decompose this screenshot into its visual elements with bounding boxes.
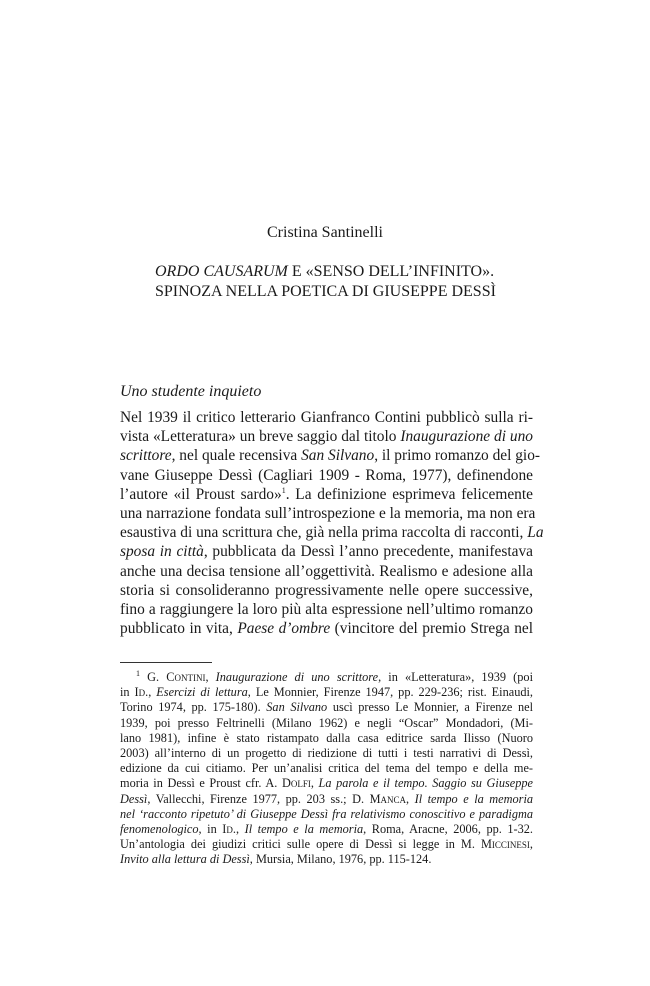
- text-run: ,: [148, 685, 157, 700]
- footnote-marker: 1: [136, 668, 140, 678]
- body-line: [120, 466, 533, 485]
- body-line: [120, 446, 541, 465]
- footnote-rule: [120, 662, 212, 663]
- text-run: moria in Dessì e Proust cfr. A.: [120, 776, 282, 791]
- text-run: . La definizione esprimeva felicemente: [285, 485, 533, 503]
- italic-run: San Silvano: [301, 447, 375, 465]
- footnote-line: [120, 716, 533, 731]
- text-run: storia si consolideranno progressivamente nelle opere successive,: [120, 581, 533, 599]
- italic-run: Esercizi di lettura: [156, 685, 248, 700]
- footnote-line: [120, 685, 533, 700]
- text-run: ,: [205, 670, 216, 684]
- italic-run: Dessì: [120, 791, 148, 806]
- text-run: 1939, poi presso Feltrinelli (Milano 1962) e negli “Oscar” Mondadori, (Mi-: [120, 715, 533, 730]
- body-line: [120, 504, 536, 523]
- footnote-line: [120, 837, 533, 852]
- footnote-line: [120, 807, 533, 822]
- footnote: [120, 670, 533, 868]
- body-line: [120, 562, 533, 581]
- italic-run: La: [527, 524, 544, 542]
- text-run: 2003) all’interno di un progetto di riedizione di tutti i testi narrativi di Dessì,: [120, 746, 533, 761]
- italic-run: Inaugurazione di uno scrittore: [215, 670, 379, 684]
- italic-run: Invito alla lettura di Dessì: [120, 852, 250, 867]
- text-run: , nel quale recensiva: [171, 447, 302, 465]
- body-line: [120, 427, 533, 446]
- body-line: [120, 581, 533, 600]
- footnote-line: [120, 670, 533, 685]
- footnote-line: [120, 776, 533, 791]
- footnote-line: [120, 792, 533, 807]
- section-title: Uno studente inquieto: [120, 383, 262, 400]
- small-caps-name: Miccinesi: [480, 837, 530, 852]
- text-run: edizione da cui citiamo. Per un’analisi critica del tema del tempo e della me-: [120, 761, 533, 776]
- footnote-line: [120, 731, 533, 746]
- italic-run: San Silvano: [266, 700, 328, 715]
- footnote-line: [120, 746, 533, 761]
- body-line: [120, 408, 533, 427]
- italic-run: sposa in città: [120, 543, 204, 561]
- italic-run: La parola e il tempo. Saggio su Giuseppe: [318, 776, 533, 791]
- italic-run: fenomenologico: [120, 822, 199, 837]
- italic-run: Il tempo e la memoria: [244, 822, 364, 837]
- footnote-marker: 1: [281, 485, 286, 495]
- footnote-line: [120, 761, 533, 776]
- body-line: [120, 485, 533, 504]
- text-run: , il primo romanzo del gio-: [374, 447, 541, 465]
- text-run: , Le Monnier, Firenze 1947, pp. 229-236; rist. Einaudi,: [247, 685, 533, 700]
- text-run: vane Giuseppe Dessì (Cagliari 1909 - Roma, 1977), definendone: [120, 466, 533, 484]
- author-name: Cristina Santinelli: [267, 224, 383, 241]
- text-run: uscì presso Le Monnier, a Firenze nel: [327, 700, 533, 715]
- text-run: l’autore «il Proust sardo»: [120, 485, 282, 503]
- footnote-line: [120, 852, 533, 867]
- small-caps-name: Dolfi: [281, 776, 311, 791]
- small-caps-name: Id.: [222, 822, 236, 837]
- title-italic-part: ORDO CAUSARUM: [155, 263, 288, 280]
- title-rest-part: E «SENSO DELL’INFINITO».: [287, 263, 495, 280]
- text-run: ,: [529, 837, 533, 852]
- text-run: ,: [310, 776, 319, 791]
- text-run: vista «Letteratura» un breve saggio dal titolo: [120, 428, 401, 446]
- small-caps-name: Id.: [134, 685, 149, 700]
- small-caps-name: Contini: [166, 670, 206, 684]
- text-run: , Vallecchi, Firenze 1977, pp. 203 ss.; D.: [147, 791, 370, 806]
- body-line: [120, 542, 533, 561]
- text-run: Nel 1939 il critico letterario Gianfranco Contini pubblicò sulla ri-: [120, 409, 533, 426]
- text-run: Torino 1974, pp. 175-180).: [120, 700, 267, 715]
- title-line-1: [155, 262, 575, 282]
- text-run: , Mursia, Milano, 1976, pp. 115-124.: [249, 852, 432, 867]
- text-run: , Roma, Aracne, 2006, pp. 1-32.: [363, 822, 533, 837]
- footnote-line: [120, 700, 533, 715]
- italic-run: Paese d’ombre: [237, 620, 331, 638]
- text-run: , pubblicata da Dessì l’anno precedente, manifestava: [203, 543, 533, 561]
- text-run: G.: [140, 670, 167, 684]
- italic-run: Il tempo e la memoria: [414, 791, 534, 806]
- italic-run: scrittore: [120, 447, 172, 465]
- text-run: esaustiva di una scrittura che, già nella prima raccolta di racconti,: [120, 524, 528, 542]
- text-run: ,: [406, 791, 415, 806]
- body-line: [120, 619, 533, 638]
- italic-run: nel ‘racconto ripetuto’ di Giuseppe Dessì fra relativismo conoscitivo e paradigma: [120, 806, 533, 821]
- body-line: [120, 600, 533, 619]
- title-line-2: SPINOZA NELLA POETICA DI GIUSEPPE DESSÌ: [155, 283, 496, 300]
- text-run: lano 1981), infine è stato ristampato dalla casa editrice sarda Ilisso (Nuoro: [120, 730, 533, 745]
- text-run: Un’antologia dei giudizi critici sulle opere di Dessì si legge in M.: [120, 837, 481, 852]
- text-run: , in: [198, 822, 223, 837]
- italic-run: Inaugurazione di uno: [400, 428, 533, 446]
- text-run: pubblicato in vita,: [120, 620, 238, 638]
- text-run: fino a raggiungere la loro più alta espressione nell’ultimo romanzo: [120, 601, 533, 619]
- text-run: anche una decisa tensione all’oggettività. Realismo e adesione alla: [120, 562, 533, 580]
- text-run: ,: [235, 822, 245, 837]
- article-title: [155, 262, 575, 302]
- footnote-line: [120, 822, 533, 837]
- text-run: una narrazione fondata sull’introspezione e la memoria, ma non era: [120, 505, 536, 523]
- small-caps-name: Manca: [369, 791, 406, 806]
- body-text: [120, 408, 544, 638]
- text-run: , in «Letteratura», 1939 (poi: [378, 670, 533, 684]
- body-line: [120, 523, 544, 542]
- text-run: (vincitore del premio Strega nel: [330, 620, 533, 638]
- text-run: in: [120, 685, 135, 700]
